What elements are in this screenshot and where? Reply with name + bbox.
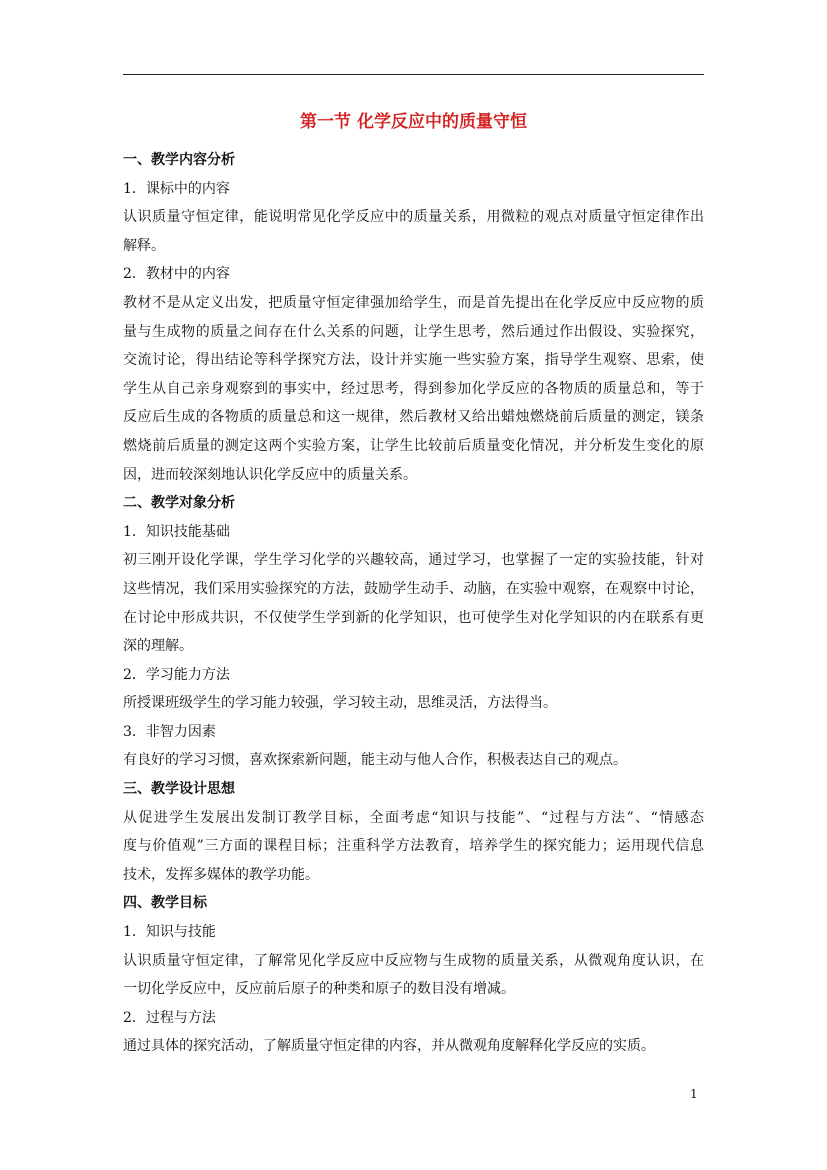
text-line: 认识质量守恒定律，能说明常见化学反应中的质量关系，用微粒的观点对质量守恒定律作出 — [123, 209, 704, 226]
text-line: 从促进学生发展出发制订教学目标，全面考虑“知识与技能”、“过程与方法”、“情感态 — [123, 809, 704, 826]
text-line: 通过具体的探究活动，了解质量守恒定律的内容，并从微观角度解释化学反应的实质。 — [123, 1038, 655, 1055]
subsection-heading: 1．知识与技能 — [123, 924, 216, 941]
text-line: 有良好的学习习惯，喜欢探索新问题，能主动与他人合作，积极表达自己的观点。 — [123, 752, 627, 769]
section-heading: 一、教学内容分析 — [123, 152, 235, 168]
document-body — [123, 146, 704, 1061]
section-heading: 二、教学对象分析 — [123, 495, 235, 512]
text-line: 量与生成物的质量之间存在什么关系的问题，让学生思考，然后通过作出假设、实验探究， — [123, 323, 704, 340]
subsection-heading: 1．知识技能基础 — [123, 523, 230, 540]
text-line: 这些情况，我们采用实验探究的方法，鼓励学生动手、动脑，在实验中观察，在观察中讨论， — [123, 580, 704, 597]
text-line: 技术，发挥多媒体的教学功能。 — [123, 866, 319, 883]
text-line: 反应后生成的各物质的质量总和这一规律，然后教材又给出蜡烛燃烧前后质量的测定，镁条 — [123, 409, 704, 426]
subsection-heading: 2．过程与方法 — [123, 1009, 216, 1026]
text-line: 深的理解。 — [123, 638, 193, 655]
subsection-heading: 2．学习能力方法 — [123, 666, 230, 683]
text-line: 因，进而较深刻地认识化学反应中的质量关系。 — [123, 466, 417, 483]
text-line: 教材不是从定义出发，把质量守恒定律强加给学生，而是首先提出在化学反应中反应物的质 — [123, 294, 704, 311]
page-number: 1 — [690, 1087, 698, 1101]
text-line: 认识质量守恒定律，了解常见化学反应中反应物与生成物的质量关系，从微观角度认识，在 — [123, 952, 704, 969]
text-line: 解释。 — [123, 237, 165, 254]
text-line: 燃烧前后质量的测定这两个实验方案，让学生比较前后质量变化情况，并分析发生变化的原 — [123, 437, 704, 454]
subsection-heading: 2．教材中的内容 — [123, 266, 230, 283]
text-line: 交流讨论，得出结论等科学探究方法，设计并实施一些实验方案，指导学生观察、思索，使 — [123, 352, 704, 369]
text-line: 在讨论中形成共识，不仅使学生学到新的化学知识，也可使学生对化学知识的内在联系有更 — [123, 609, 704, 626]
subsection-heading: 3．非智力因素 — [123, 723, 216, 740]
text-line: 一切化学反应中，反应前后原子的种类和原子的数目没有增减。 — [123, 981, 515, 998]
text-line: 所授课班级学生的学习能力较强，学习较主动，思维灵活，方法得当。 — [123, 695, 557, 712]
section-heading: 三、教学设计思想 — [123, 781, 235, 798]
subsection-heading: 1．课标中的内容 — [123, 180, 230, 197]
text-line: 学生从自己亲身观察到的事实中，经过思考，得到参加化学反应的各物质的质量总和，等于 — [123, 380, 704, 397]
header-rule — [123, 74, 704, 75]
text-line: 初三刚开设化学课，学生学习化学的兴趣较高，通过学习，也掌握了一定的实验技能，针对 — [123, 552, 704, 569]
page-title: 第一节 化学反应中的质量守恒 — [300, 112, 527, 132]
section-heading: 四、教学目标 — [123, 895, 207, 912]
text-line: 度与价值观”三方面的课程目标；注重科学方法教育，培养学生的探究能力；运用现代信息 — [123, 838, 704, 855]
